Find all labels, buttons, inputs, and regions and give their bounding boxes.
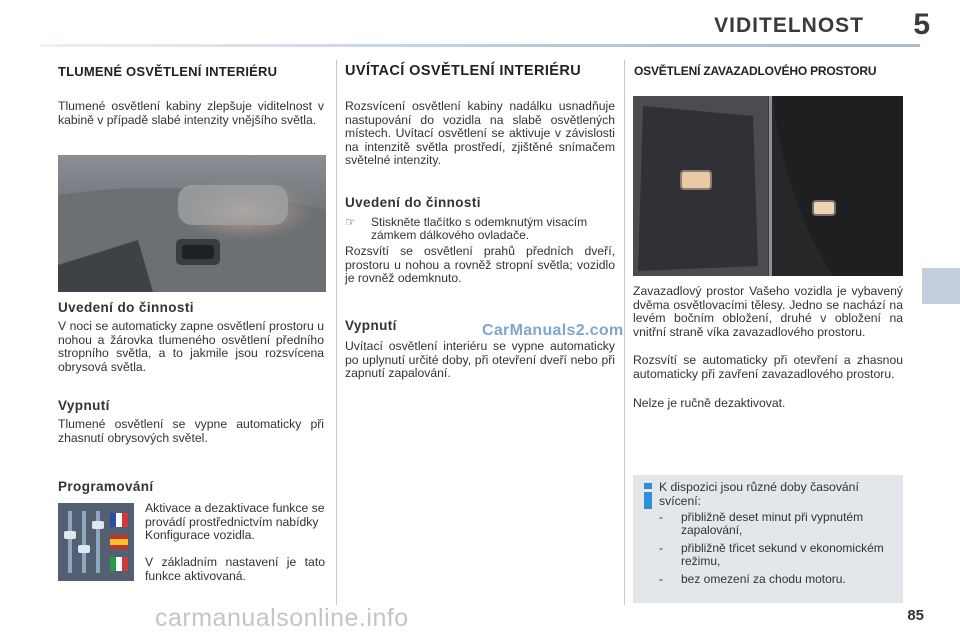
boot-light-text-1: Zavazadlový prostor Vašeho vozidla je vybavený dvěma osvětlovacími tělesy. Jedno se nachází na levém bočním obložení, druhé v obložení na vnitřní straně víka zavazadlového prostoru.: [633, 284, 903, 339]
page-header-title: VIDITELNOST: [714, 14, 864, 37]
ambient-activation-title: Uvedení do činnosti: [58, 300, 194, 315]
list-item: - přibližně deset minut při vypnutém zapalování,: [659, 510, 864, 538]
ambient-activation-text: V noci se automaticky zapne osvětlení prostoru u nohou a žárovka tlumeného osvětlení předního stropního světla, a to jakmile jsou rozsvícena obrysová světla.: [58, 319, 324, 374]
welcome-activation-title: Uvedení do činnosti: [345, 195, 481, 210]
ambient-programming-text: Aktivace a dezaktivace funkce se provádí prostřednictvím nabídky Konfigurace vozidla.: [145, 501, 325, 543]
ambient-light-photo: [58, 155, 326, 292]
section-title-boot: OSVĚTLENÍ ZAVAZADLOVÉHO PROSTORU: [634, 64, 877, 78]
info-box: [633, 475, 903, 603]
ambient-intro: Tlumené osvětlení kabiny zlepšuje viditelnost v kabině v případě slabé intenzity vnějšího světla.: [58, 99, 324, 127]
boot-interior-image: [633, 96, 903, 276]
list-item: - přibližně třicet sekund v ekonomickém režimu,: [659, 540, 884, 569]
column-divider-2: [624, 60, 625, 605]
page-number: 85: [907, 607, 924, 624]
column-divider-1: [336, 60, 337, 605]
ambient-programming-title: Programování: [58, 479, 154, 494]
boot-light-text-2: Rozsvítí se automaticky při otevření a zhasnou automaticky při zavření zavazadlového prostoru.: [633, 353, 903, 381]
welcome-off-text: Uvítací osvětlení interiéru se vypne automaticky po uplynutí určité doby, při otevření dveří nebo při zapnutí zapalování.: [345, 339, 615, 381]
chapter-side-tab: [922, 268, 960, 304]
welcome-bullet: [345, 216, 615, 243]
boot-light-photo: [633, 96, 903, 276]
footer-watermark: carmanualsonline.info: [155, 604, 409, 632]
list-item: - bez omezení za chodu motoru.: [659, 571, 846, 586]
ceiling-console-image: [58, 155, 326, 292]
welcome-off-title: Vypnutí: [345, 318, 397, 333]
section-title-ambient: TLUMENÉ OSVĚTLENÍ INTERIÉRU: [58, 64, 278, 79]
ambient-off-text: Tlumené osvětlení se vypne automaticky při zhasnutí obrysových světel.: [58, 417, 324, 445]
sliders-flags-icon: [58, 503, 134, 581]
ambient-programming-default: V základním nastavení je tato funkce aktivovaná.: [145, 555, 325, 583]
welcome-intro: Rozsvícení osvětlení kabiny nadálku usnadňuje nastupování do vozidla na slabě osvětlených místech. Uvítací osvětlení se aktivuje v závislosti na intenzitě světla prostředí, zjištěné snímačem světelné intenzity.: [345, 99, 615, 168]
section-title-welcome: UVÍTACÍ OSVĚTLENÍ INTERIÉRU: [345, 63, 582, 79]
info-icon: [639, 483, 657, 509]
welcome-activation-text: Rozsvítí se osvětlení prahů předních dveří, prostoru u nohou a rovněž stropní světla; vozidlo je rovněž odemknuto.: [345, 244, 615, 286]
config-menu-icon: [58, 503, 134, 581]
boot-light-text-3: Nelze je ručně dezaktivovat.: [633, 396, 786, 410]
chapter-number: 5: [913, 8, 930, 41]
info-intro: K dispozici jsou různé doby časování svícení:: [659, 480, 859, 508]
welcome-bullet-text: Stiskněte tlačítko s odemknutým visacím zámkem dálkového ovladače.: [371, 215, 588, 243]
pointing-hand-icon: ☞: [345, 215, 356, 229]
info-list: [659, 511, 899, 586]
ambient-off-title: Vypnutí: [58, 398, 110, 413]
header-rule: [40, 44, 920, 47]
site-watermark: CarManuals2.com: [482, 322, 624, 339]
